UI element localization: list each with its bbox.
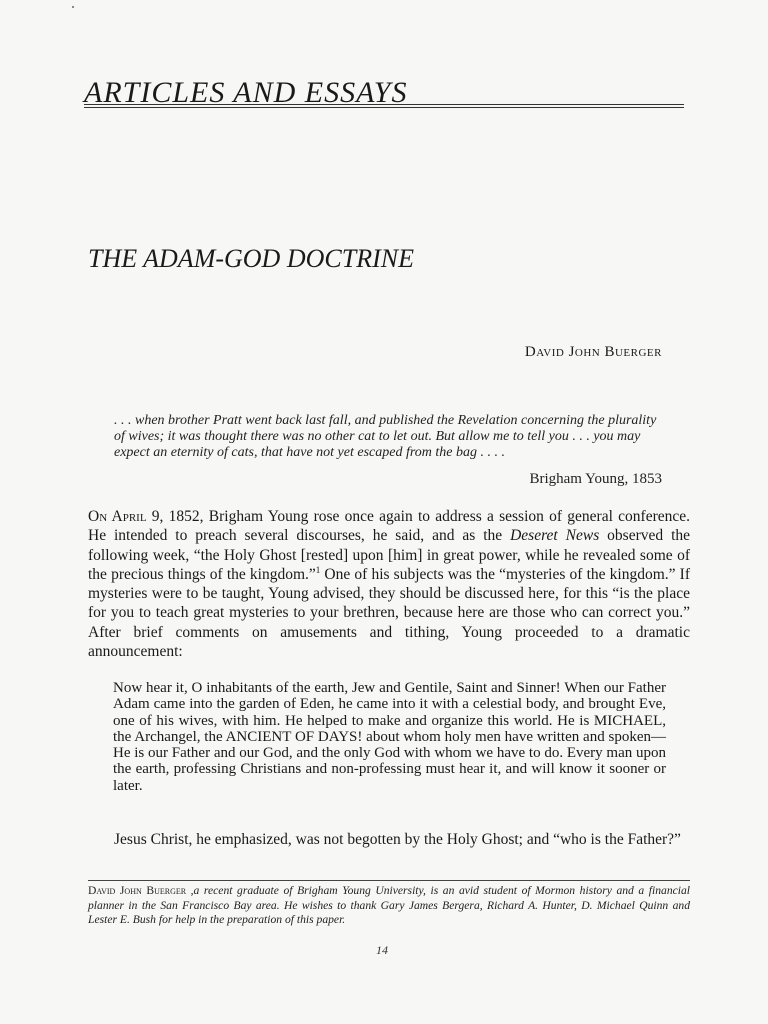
body-paragraph-1: [88, 507, 690, 661]
header-rule: [84, 104, 684, 108]
paragraph-lead: On April 9,: [88, 508, 164, 525]
footnote-reference: 1: [315, 564, 321, 575]
author-footnote: [88, 884, 690, 928]
scan-speck: [72, 6, 74, 8]
article-title: THE ADAM-GOD DOCTRINE: [88, 244, 414, 273]
footnote-rule: [88, 880, 690, 881]
author-byline: David John Buerger: [524, 344, 662, 360]
block-quote: Now hear it, O inhabitants of the earth, Jew and Gentile, Saint and Sinner! When our Father Adam came into the garden of Eden, he came into it with a celestial body, and brought Eve, one of his wives, with him. He helped to make and organize this world. He is MICHAEL, the Archangel, the ANCIENT OF DAYS! about whom holy men have written and spoken—He is our Father and our God, and the only God with whom we have to do. Every man upon the earth, professing Christians and non-professing must hear it, and will know it sooner or later.: [113, 680, 666, 794]
footnote-text: ,a recent graduate of Brigham Young University, is an avid student of Mormon history and a financial planner in the San Francisco Bay area. He wishes to thank Gary James Bergera, Richard A. Hunter, D. Michael Quinn and Lester E. Bush for help in the preparation of this paper.: [88, 884, 690, 927]
paragraph-text: observed the following week, “the Holy Ghost [rested] upon [him] in great power, while he revealed some of the precious things of the kingdom.”: [88, 527, 691, 583]
epigraph-attribution: Brigham Young, 1853: [529, 471, 662, 487]
footnote-author-name: David John Buerger: [88, 884, 187, 897]
body-paragraph-2: Jesus Christ, he emphasized, was not begotten by the Holy Ghost; and “who is the Father?”: [114, 831, 681, 848]
section-header: ARTICLES AND ESSAYS: [84, 76, 408, 109]
page-number: 14: [376, 943, 388, 957]
paragraph-text: One of his subjects was the “mysteries of the kingdom.” If mysteries were to be taught, Young advised, they should be discussed here, for this “is the place for you to teach great mysteries to your brethren, because here are those who can correct you.” After brief comments on amusements and tithing, Young proceeded to a dramatic announcement:: [88, 565, 690, 661]
paragraph-text: 1852, Brigham Young rose once again to address a session of general conference. He intended to preach several discourses, he said, and as the: [88, 508, 690, 545]
epigraph-quote: . . . when brother Pratt went back last fall, and published the Revelation concerning the plurality of wives; it was thought there was no other cat to let out. But allow me to tell you . . . you may expect an eternity of cats, that have not yet escaped from the bag . . . .: [114, 413, 657, 460]
source-title: Deseret News: [510, 527, 600, 545]
